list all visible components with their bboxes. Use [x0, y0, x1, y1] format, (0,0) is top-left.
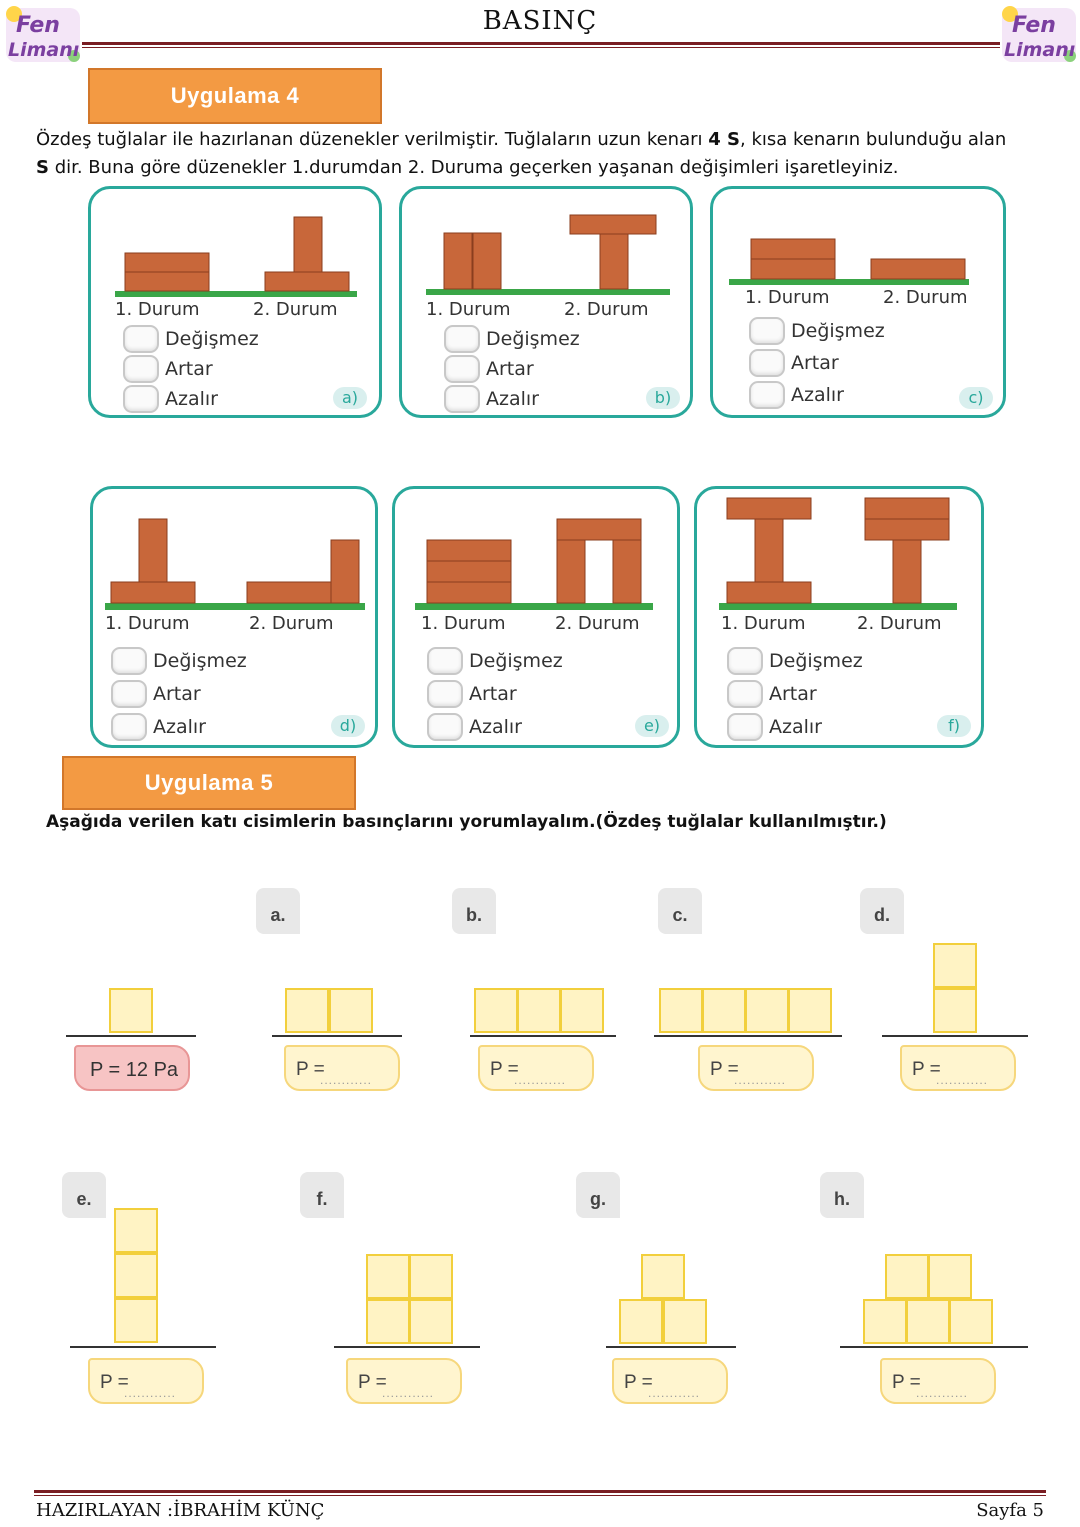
state-2-label: 2. Durum: [564, 299, 649, 320]
cube: [928, 1254, 972, 1299]
instruction-text: , kısa kenarın bulunduğu alan: [740, 129, 1007, 150]
option-azalir[interactable]: [123, 385, 218, 413]
option-label: Artar: [486, 358, 534, 380]
cube: [366, 1299, 410, 1344]
ground-line: [654, 1035, 842, 1037]
pressure-prefix: P =: [358, 1372, 387, 1393]
given-pressure-text: P = 12 Pa: [90, 1059, 179, 1081]
cube: [949, 1299, 993, 1344]
uygulama-5-instruction: Aşağıda verilen katı cisimlerin basınçlarını yorumlayalım.(Özdeş tuğlalar kullanılmıştır.): [46, 812, 887, 832]
answer-dots: ............: [320, 1073, 373, 1087]
ground-line: [470, 1035, 616, 1037]
state-1-label: 1. Durum: [421, 613, 506, 634]
bricks-illustration-c: [713, 189, 1003, 289]
footer-page-number: Sayfa 5: [976, 1500, 1044, 1521]
bricks-illustration-a: [91, 189, 379, 299]
option-label: Artar: [769, 683, 817, 705]
checkbox[interactable]: [123, 325, 159, 353]
option-label: Artar: [469, 683, 517, 705]
svg-text:Fen: Fen: [1012, 13, 1056, 38]
option-label: Değişmez: [791, 320, 885, 342]
cube: [702, 988, 746, 1033]
option-label: Azalır: [153, 716, 206, 738]
option-artar[interactable]: [427, 680, 517, 708]
option-degismez[interactable]: [111, 647, 247, 675]
panel-e: [392, 486, 680, 748]
checkbox[interactable]: [123, 355, 159, 383]
answer-dots: ............: [124, 1386, 177, 1400]
page-title: BASINÇ: [482, 6, 598, 36]
state-1-label: 1. Durum: [115, 299, 200, 320]
pressure-answer-box[interactable]: [88, 1358, 204, 1404]
option-label: Değişmez: [153, 650, 247, 672]
answer-dots: ............: [648, 1386, 701, 1400]
cube: [560, 988, 604, 1033]
bricks-illustration-e: [395, 489, 677, 615]
panel-f: [694, 486, 984, 748]
item-label-d: d.: [860, 888, 904, 934]
option-label: Değişmez: [769, 650, 863, 672]
state-1-label: 1. Durum: [745, 287, 830, 308]
cube: [659, 988, 703, 1033]
cube: [863, 1299, 907, 1344]
option-label: Azalır: [469, 716, 522, 738]
option-artar[interactable]: [749, 349, 839, 377]
pressure-prefix: P =: [490, 1059, 519, 1080]
checkbox[interactable]: [727, 647, 763, 675]
cube: [663, 1299, 707, 1344]
state-2-label: 2. Durum: [253, 299, 338, 320]
state-1-label: 1. Durum: [721, 613, 806, 634]
cube: [409, 1299, 453, 1344]
panel-tag: a): [333, 387, 367, 409]
cube: [885, 1254, 929, 1299]
cube: [788, 988, 832, 1033]
pressure-answer-box[interactable]: [284, 1045, 400, 1091]
checkbox[interactable]: [111, 647, 147, 675]
checkbox[interactable]: [111, 680, 147, 708]
checkbox[interactable]: [749, 317, 785, 345]
uygulama-4-instruction: [36, 126, 1046, 182]
answer-dots: ............: [514, 1073, 567, 1087]
checkbox[interactable]: [749, 381, 785, 409]
checkbox[interactable]: [444, 385, 480, 413]
footer-rule: [34, 1490, 1046, 1493]
option-degismez[interactable]: [444, 325, 580, 353]
pressure-prefix: P =: [100, 1372, 129, 1393]
cube: [114, 1253, 158, 1298]
ground-line: [272, 1035, 402, 1037]
option-label: Azalır: [165, 388, 218, 410]
pressure-answer-box[interactable]: [900, 1045, 1016, 1091]
option-azalir[interactable]: [727, 713, 822, 741]
option-degismez[interactable]: [427, 647, 563, 675]
pressure-prefix: P =: [624, 1372, 653, 1393]
option-azalir[interactable]: [749, 381, 844, 409]
option-azalir[interactable]: [444, 385, 539, 413]
cube: [329, 988, 373, 1033]
ground-line: [882, 1035, 1028, 1037]
pressure-prefix: P =: [892, 1372, 921, 1393]
panel-a: [88, 186, 382, 418]
option-artar[interactable]: [111, 680, 201, 708]
given-pressure-box: [74, 1045, 190, 1091]
checkbox[interactable]: [727, 713, 763, 741]
state-2-label: 2. Durum: [857, 613, 942, 634]
bricks-illustration-f: [697, 489, 981, 615]
option-degismez[interactable]: [123, 325, 259, 353]
footer-rule-thin: [34, 1495, 1046, 1496]
svg-text:Limanı: Limanı: [8, 39, 80, 61]
item-label-c: c.: [658, 888, 702, 934]
panel-c: [710, 186, 1006, 418]
cube: [933, 943, 977, 988]
checkbox[interactable]: [749, 349, 785, 377]
item-label-e: e.: [62, 1172, 106, 1218]
option-label: Azalır: [791, 384, 844, 406]
checkbox[interactable]: [111, 713, 147, 741]
instruction-text: Özdeş tuğlalar ile hazırlanan düzenekler verilmiştir. Tuğlaların uzun kenarı: [36, 129, 709, 150]
option-label: Azalır: [769, 716, 822, 738]
ground-line: [334, 1346, 480, 1348]
checkbox[interactable]: [444, 355, 480, 383]
checkbox[interactable]: [427, 680, 463, 708]
checkbox[interactable]: [727, 680, 763, 708]
item-label-g: g.: [576, 1172, 620, 1218]
state-2-label: 2. Durum: [249, 613, 334, 634]
option-label: Değişmez: [165, 328, 259, 350]
pressure-prefix: P =: [296, 1059, 325, 1080]
option-artar[interactable]: [727, 680, 817, 708]
cube: [641, 1254, 685, 1299]
item-label-f: f.: [300, 1172, 344, 1218]
ground-line: [70, 1346, 216, 1348]
checkbox[interactable]: [427, 647, 463, 675]
cube: [409, 1254, 453, 1299]
pressure-answer-box[interactable]: [346, 1358, 462, 1404]
option-label: Azalır: [486, 388, 539, 410]
answer-dots: ............: [382, 1386, 435, 1400]
panel-d: [90, 486, 378, 748]
panel-tag: e): [635, 715, 669, 737]
pressure-answer-box[interactable]: [612, 1358, 728, 1404]
panel-b: [399, 186, 693, 418]
bricks-illustration-d: [93, 489, 375, 615]
panel-tag: c): [959, 387, 993, 409]
answer-dots: ............: [936, 1073, 989, 1087]
option-azalir[interactable]: [427, 713, 522, 741]
state-2-label: 2. Durum: [555, 613, 640, 634]
option-label: Değişmez: [469, 650, 563, 672]
cube: [906, 1299, 950, 1344]
ground-line: [606, 1346, 736, 1348]
uygulama-4-heading: Uygulama 4: [88, 68, 382, 124]
svg-text:Fen: Fen: [16, 13, 60, 38]
pressure-answer-box[interactable]: [880, 1358, 996, 1404]
checkbox[interactable]: [444, 325, 480, 353]
instruction-bold: 4 S: [708, 129, 740, 150]
bricks-illustration-b: [402, 189, 690, 299]
header-rule: [82, 42, 1000, 45]
answer-dots: ............: [916, 1386, 969, 1400]
cube: [745, 988, 789, 1033]
cube: [619, 1299, 663, 1344]
option-artar[interactable]: [123, 355, 213, 383]
option-label: Değişmez: [486, 328, 580, 350]
pressure-prefix: P =: [912, 1059, 941, 1080]
panel-tag: d): [331, 715, 365, 737]
ground-line: [840, 1346, 1028, 1348]
cube: [285, 988, 329, 1033]
state-2-label: 2. Durum: [883, 287, 968, 308]
panel-tag: b): [646, 387, 680, 409]
cube: [517, 988, 561, 1033]
state-1-label: 1. Durum: [105, 613, 190, 634]
instruction-text: dir. Buna göre düzenekler 1.durumdan 2. Duruma geçerken yaşanan değişimleri işaretleyiniz.: [48, 157, 899, 178]
instruction-bold: S: [36, 157, 49, 178]
item-label-a: a.: [256, 888, 300, 934]
option-artar[interactable]: [444, 355, 534, 383]
option-azalir[interactable]: [111, 713, 206, 741]
pressure-answer-box[interactable]: [478, 1045, 594, 1091]
state-1-label: 1. Durum: [426, 299, 511, 320]
ground-line: [66, 1035, 196, 1037]
answer-dots: ............: [734, 1073, 787, 1087]
option-degismez[interactable]: [749, 317, 885, 345]
option-label: Artar: [791, 352, 839, 374]
checkbox[interactable]: [427, 713, 463, 741]
item-label-h: h.: [820, 1172, 864, 1218]
footer-author: HAZIRLAYAN :İBRAHİM KÜNÇ: [36, 1500, 325, 1521]
pressure-answer-box[interactable]: [698, 1045, 814, 1091]
cube: [933, 988, 977, 1033]
cube: [109, 988, 153, 1033]
option-degismez[interactable]: [727, 647, 863, 675]
cube: [366, 1254, 410, 1299]
item-label-b: b.: [452, 888, 496, 934]
pressure-prefix: P =: [710, 1059, 739, 1080]
panel-tag: f): [937, 715, 971, 737]
header-rule-thin: [82, 47, 1000, 48]
uygulama-5-heading: Uygulama 5: [62, 756, 356, 810]
cube: [114, 1298, 158, 1343]
cube: [474, 988, 518, 1033]
option-label: Artar: [153, 683, 201, 705]
checkbox[interactable]: [123, 385, 159, 413]
option-label: Artar: [165, 358, 213, 380]
cube: [114, 1208, 158, 1253]
svg-text:Limanı: Limanı: [1004, 39, 1076, 61]
